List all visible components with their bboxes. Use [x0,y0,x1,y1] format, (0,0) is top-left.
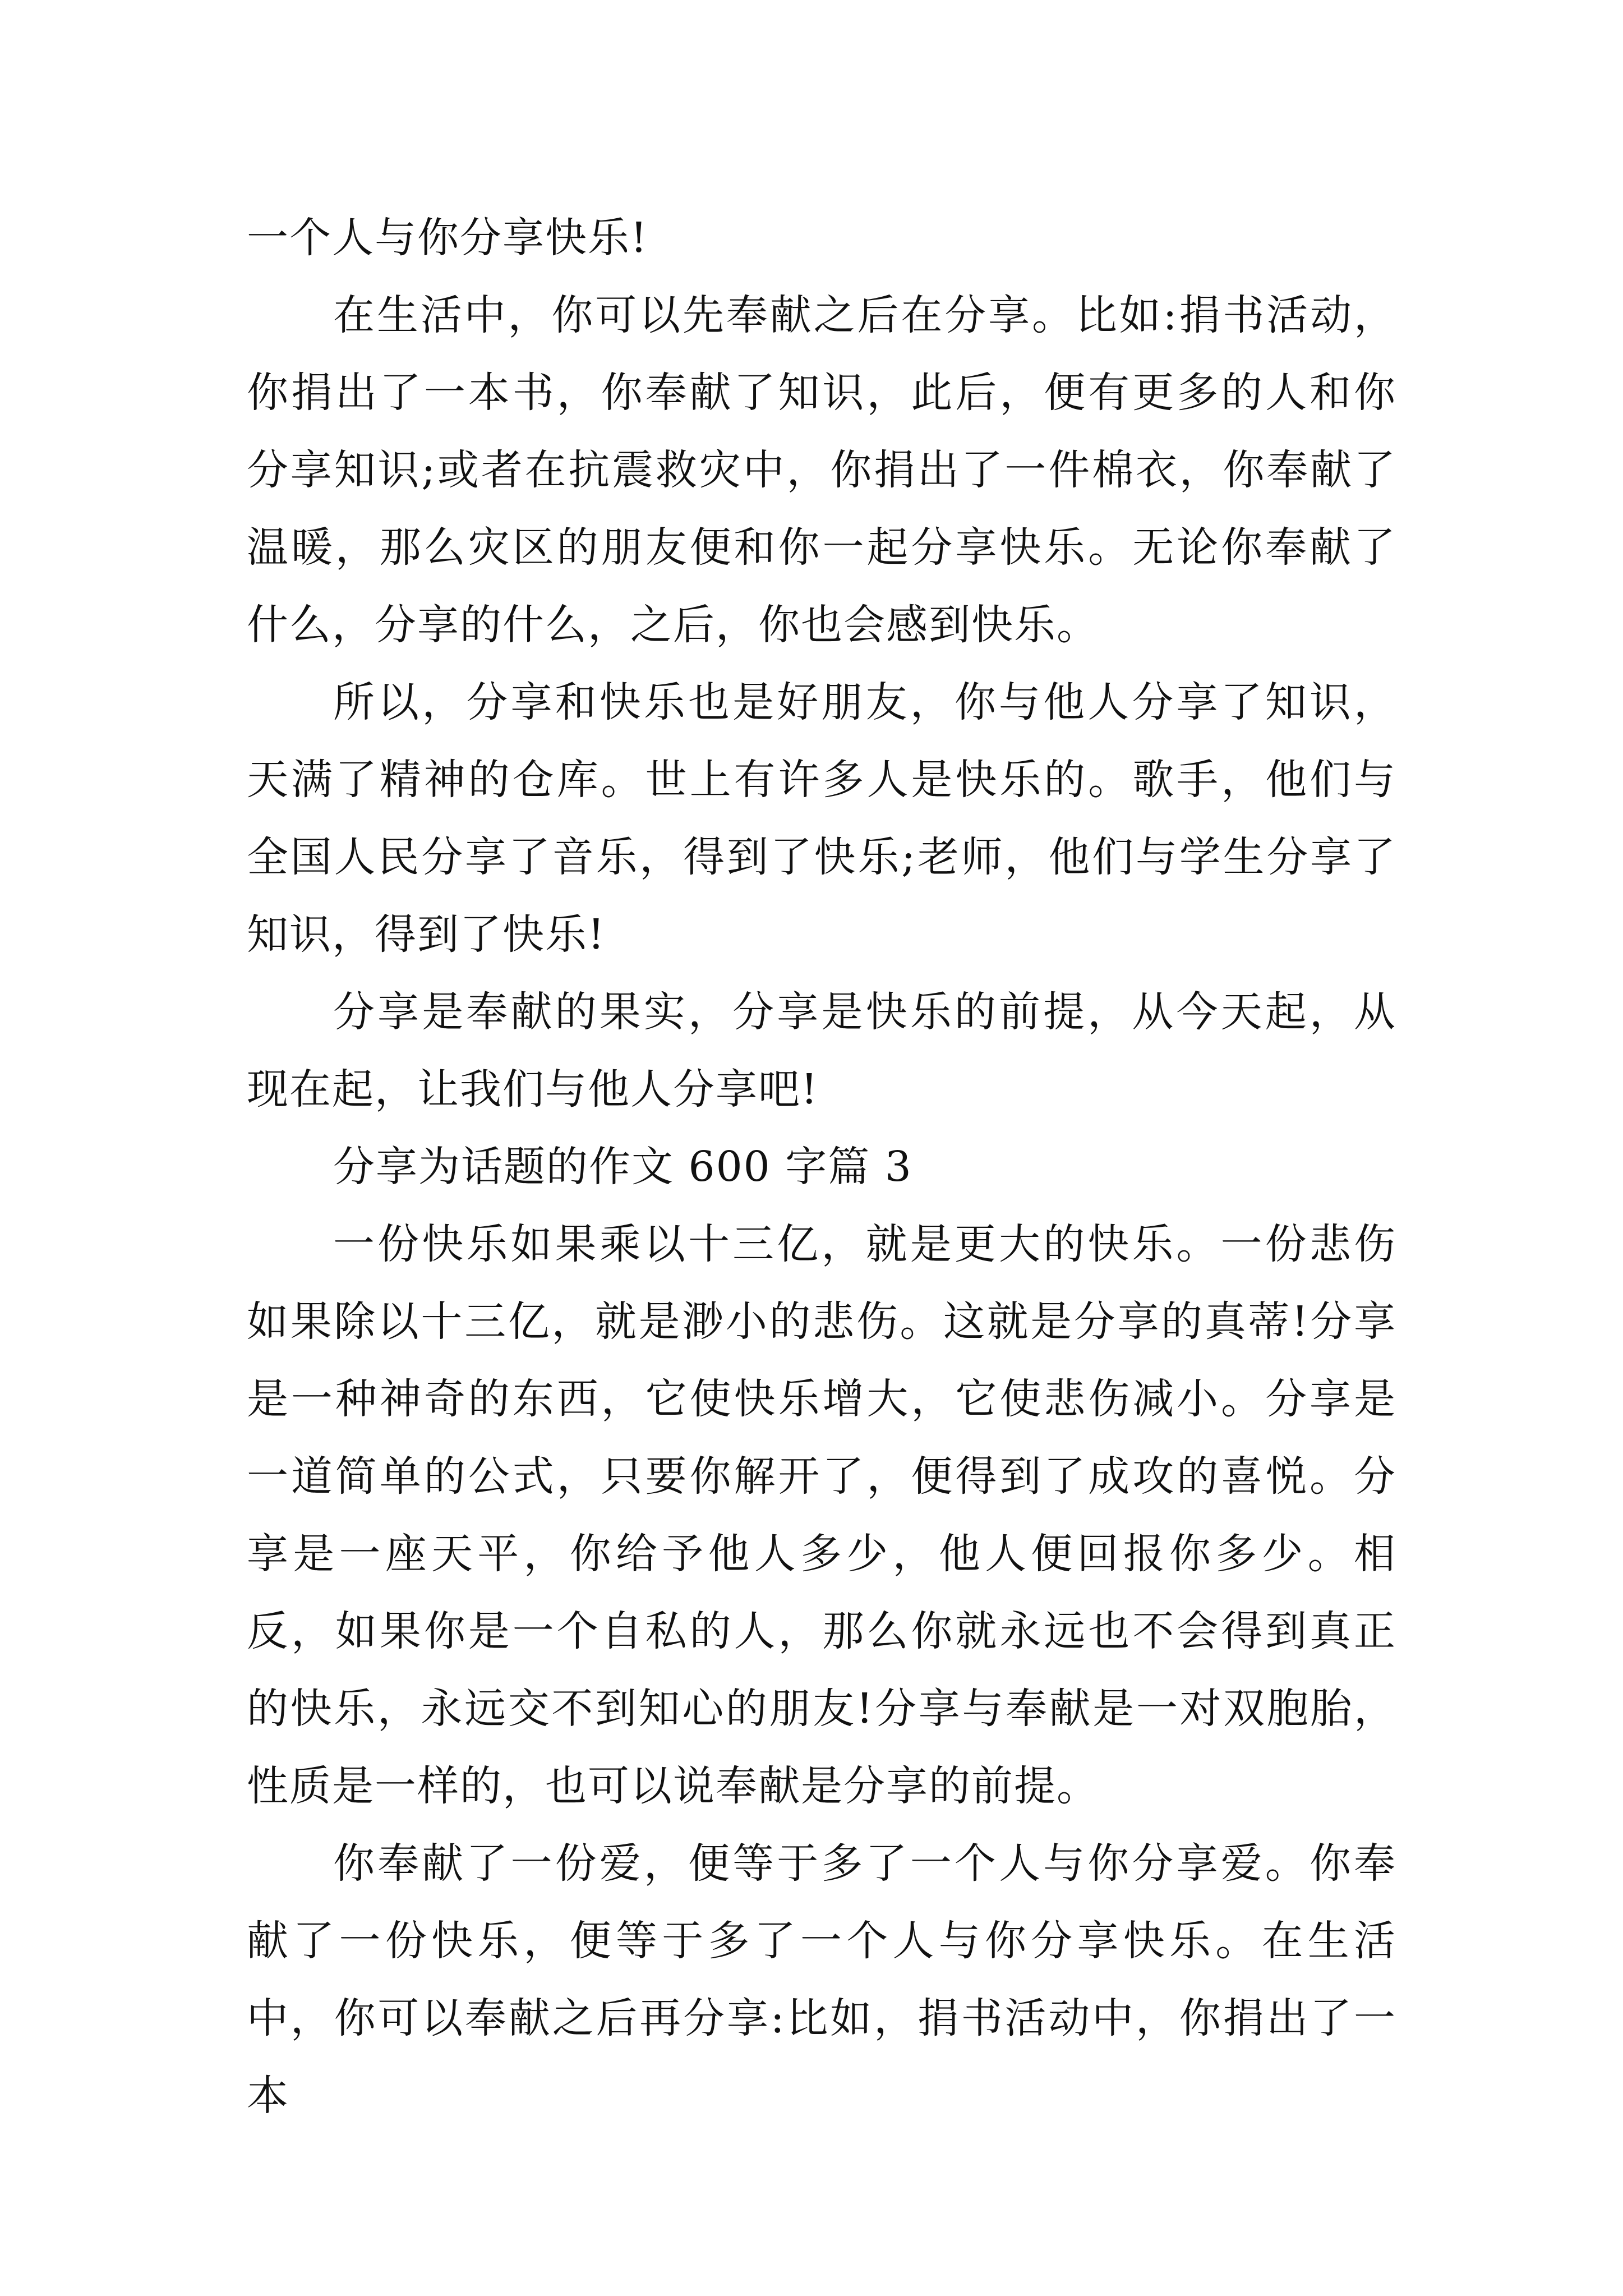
section-heading: 分享为话题的作文 600 字篇 3 [333,1143,912,1191]
paragraph-continuation: 一个人与你分享快乐! [247,214,648,262]
paragraph: 一份快乐如果乘以十三亿，就是更大的快乐。一份悲伤如果除以十三亿，就是渺小的悲伤。这就是分享的真蒂!分享是一种神奇的东西，它使快乐增大，它使悲伤减小。分享是一道简单的公式，只要你解开了，便得到了成攻的喜悦。分享是一座天平，你给予他人多少，他人便回报你多少。相反，如果你是一个自私的人，那么你就永远也不会得到真正的快乐，永远交不到知心的朋友!分享与奉献是一对双胞胎，性质是一样的，也可以说奉献是分享的前提。 [247,1220,1396,1810]
paragraph: 在生活中，你可以先奉献之后在分享。比如:捐书活动，你捐出了一本书，你奉献了知识，此后，便有更多的人和你分享知识;或者在抗震救灾中，你捐出了一件棉衣，你奉献了温暖，那么灾区的朋友便和你一起分享快乐。无论你奉献了什么，分享的什么，之后，你也会感到快乐。 [247,291,1396,649]
paragraph: 你奉献了一份爱，便等于多了一个人与你分享爱。你奉献了一份快乐，便等于多了一个人与你分享快乐。在生活中，你可以奉献之后再分享:比如，捐书活动中，你捐出了一本 [247,1839,1396,2120]
document-body [247,199,1396,2134]
paragraph: 分享是奉献的果实，分享是快乐的前提，从今天起，从现在起，让我们与他人分享吧! [247,988,1396,1114]
paragraph: 所以，分享和快乐也是好朋友，你与他人分享了知识，天满了精神的仓库。世上有许多人是快乐的。歌手，他们与全国人民分享了音乐，得到了快乐;老师，他们与学生分享了知识，得到了快乐! [247,678,1396,959]
